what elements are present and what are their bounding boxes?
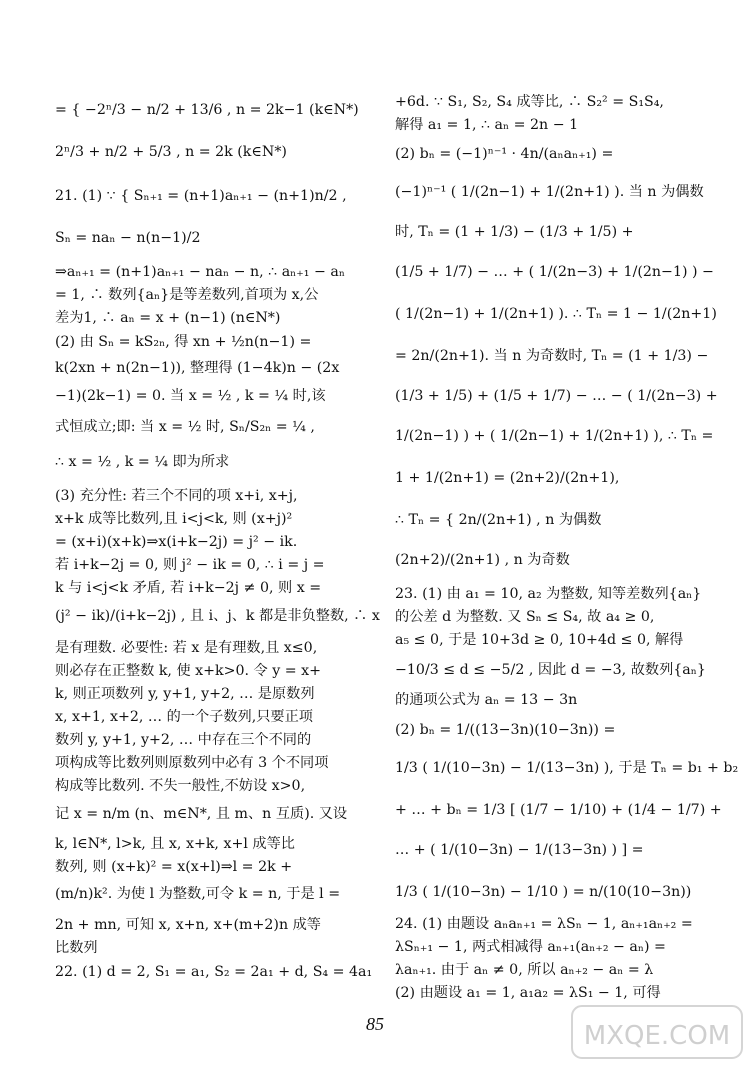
right-column-line: λSₙ₊₁ − 1, 两式相减得 aₙ₊₁(aₙ₊₂ − aₙ) = [395, 939, 666, 955]
right-column-line: −10/3 ≤ d ≤ −5/2 , 因此 d = −3, 故数列{aₙ} [395, 662, 706, 678]
page-number: 85 [366, 1014, 384, 1034]
right-column-line: ( 1/(2n−1) + 1/(2n+1) ). ∴ Tₙ = 1 − 1/(2n+1) [395, 306, 717, 322]
right-column-line: (−1)ⁿ⁻¹ ( 1/(2n−1) + 1/(2n+1) ). 当 n 为偶数 [395, 184, 704, 200]
left-column-line: k(2xn + n(2n−1)), 整理得 (1−4k)n − (2x [55, 360, 340, 376]
left-column-line: 则必存在正整数 k, 使 x+k>0. 令 y = x+ [55, 663, 322, 679]
left-column-line: ∴ x = ½ , k = ¼ 即为所求 [55, 454, 230, 470]
left-column-line: ⇒aₙ₊₁ = (n+1)aₙ₊₁ − naₙ − n, ∴ aₙ₊₁ − aₙ [55, 264, 345, 280]
left-column-line: 数列 y, y+1, y+2, … 中存在三个不同的 [55, 732, 312, 748]
right-column-line: λaₙ₊₁. 由于 aₙ ≠ 0, 所以 aₙ₊₂ − aₙ = λ [395, 962, 654, 978]
left-column-line: x, x+1, x+2, … 的一个子数列,只要正项 [55, 709, 313, 725]
left-column-line: (2) 由 Sₙ = kS₂ₙ, 得 xn + ½n(n−1) = [55, 334, 312, 350]
right-column-line: (2) bₙ = (−1)ⁿ⁻¹ · 4n/(aₙaₙ₊₁) = [395, 146, 614, 162]
left-column-line: (m/n)k². 为使 l 为整数,可令 k = n, 于是 l = [55, 886, 341, 902]
left-column-line: (3) 充分性: 若三个不同的项 x+i, x+j, [55, 488, 298, 504]
right-column-line: + … + bₙ = 1/3 [ (1/7 − 1/10) + (1/4 − 1/7) + [395, 802, 722, 818]
right-column-line: 23. (1) 由 a₁ = 10, a₂ 为整数, 知等差数列{aₙ} [395, 586, 702, 602]
left-column-line: 2ⁿ/3 + n/2 + 5/3 , n = 2k (k∈N*) [55, 144, 287, 160]
right-column-line: = 2n/(2n+1). 当 n 为奇数时, Tₙ = (1 + 1/3) − [395, 348, 709, 364]
right-column-line: 1/3 ( 1/(10−3n) − 1/10 ) = n/(10(10−3n)) [395, 884, 692, 900]
right-column-line: (2n+2)/(2n+1) , n 为奇数 [395, 552, 570, 568]
right-column-line: a₅ ≤ 0, 于是 10+3d ≥ 0, 10+4d ≤ 0, 解得 [395, 632, 684, 648]
left-column-line: 21. (1) ∵ { Sₙ₊₁ = (n+1)aₙ₊₁ − (n+1)n/2 , [55, 188, 347, 204]
right-column-line: 1/3 ( 1/(10−3n) − 1/(13−3n) ), 于是 Tₙ = b₁ + b₂ [395, 760, 739, 776]
left-column-line: (j² − ik)/(i+k−2j) , 且 i、j、k 都是非负整数, ∴ x [55, 608, 380, 624]
right-column-line: (1/3 + 1/5) + (1/5 + 1/7) − … − ( 1/(2n−3) + [395, 388, 718, 404]
right-column-line: 1 + 1/(2n+1) = (2n+2)/(2n+1), [395, 470, 620, 486]
left-column-line: 2n + mn, 可知 x, x+n, x+(m+2)n 成等 [55, 917, 321, 933]
left-column-line: 数列, 则 (x+k)² = x(x+l)⇒l = 2k + [55, 859, 293, 875]
left-column-line: 构成等比数列. 不失一般性,不妨设 x>0, [55, 778, 306, 794]
right-column-line: ∴ Tₙ = { 2n/(2n+1) , n 为偶数 [395, 512, 602, 528]
left-column-line: 项构成等比数列则原数列中必有 3 个不同项 [55, 755, 329, 771]
right-column-line: (2) 由题设 a₁ = 1, a₁a₂ = λS₁ − 1, 可得 [395, 985, 661, 1001]
left-column-line: = 1, ∴ 数列{aₙ}是等差数列,首项为 x,公 [55, 287, 319, 303]
watermark-logo [570, 1002, 745, 1062]
right-column-line: (2) bₙ = 1/((13−3n)(10−3n)) = [395, 722, 616, 738]
left-column-line: 差为1, ∴ aₙ = x + (n−1) (n∈N*) [55, 310, 281, 326]
left-column-line: x+k 成等比数列,且 i<j<k, 则 (x+j)² [55, 511, 293, 527]
right-column-line: 的公差 d 为整数. 又 Sₙ ≤ S₄, 故 a₄ ≥ 0, [395, 609, 655, 625]
right-column-line: … + ( 1/(10−3n) − 1/(13−3n) ) ] = [395, 842, 644, 858]
right-column-line: 24. (1) 由题设 aₙaₙ₊₁ = λSₙ − 1, aₙ₊₁aₙ₊₂ = [395, 916, 693, 932]
right-column-line: (1/5 + 1/7) − … + ( 1/(2n−3) + 1/(2n−1) ) − [395, 264, 714, 280]
left-column-line: 式恒成立;即: 当 x = ½ 时, Sₙ/S₂ₙ = ¼ , [55, 419, 315, 435]
right-column-line: 解得 a₁ = 1, ∴ aₙ = 2n − 1 [395, 117, 579, 133]
left-column-line: Sₙ = naₙ − n(n−1)/2 [55, 230, 201, 246]
left-column-line: = (x+i)(x+k)⇒x(i+k−2j) = j² − ik. [55, 534, 298, 550]
left-column-line: 记 x = n/m (n、m∈N*, 且 m、n 互质). 又设 [55, 806, 348, 822]
right-column-line: 1/(2n−1) ) + ( 1/(2n−1) + 1/(2n+1) ), ∴ Tₙ = [395, 428, 714, 444]
right-column-line: 的通项公式为 aₙ = 13 − 3n [395, 692, 578, 708]
left-column-line: 22. (1) d = 2, S₁ = a₁, S₂ = 2a₁ + d, S₄ = 4a₁ [55, 964, 373, 980]
left-column-line: k, l∈N*, l>k, 且 x, x+k, x+l 成等比 [55, 836, 295, 852]
left-column-line: k 与 i<j<k 矛盾, 若 i+k−2j ≠ 0, 则 x = [55, 580, 322, 596]
right-column-line: +6d. ∵ S₁, S₂, S₄ 成等比, ∴ S₂² = S₁S₄, [395, 94, 664, 110]
left-column-line: k, 则正项数列 y, y+1, y+2, … 是原数列 [55, 686, 315, 702]
left-column-line: 是有理数. 必要性: 若 x 是有理数,且 x≤0, [55, 640, 318, 656]
left-column-line: 比数列 [55, 940, 98, 956]
right-column-line: 时, Tₙ = (1 + 1/3) − (1/3 + 1/5) + [395, 224, 634, 240]
svg-text:MXQE.COM: MXQE.COM [583, 1021, 731, 1051]
left-column-line: −1)(2k−1) = 0. 当 x = ½ , k = ¼ 时,该 [55, 388, 326, 404]
left-column-line: = { −2ⁿ/3 − n/2 + 13/6 , n = 2k−1 (k∈N*) [55, 102, 359, 118]
left-column-line: 若 i+k−2j = 0, 则 j² − ik = 0, ∴ i = j = [55, 557, 325, 573]
